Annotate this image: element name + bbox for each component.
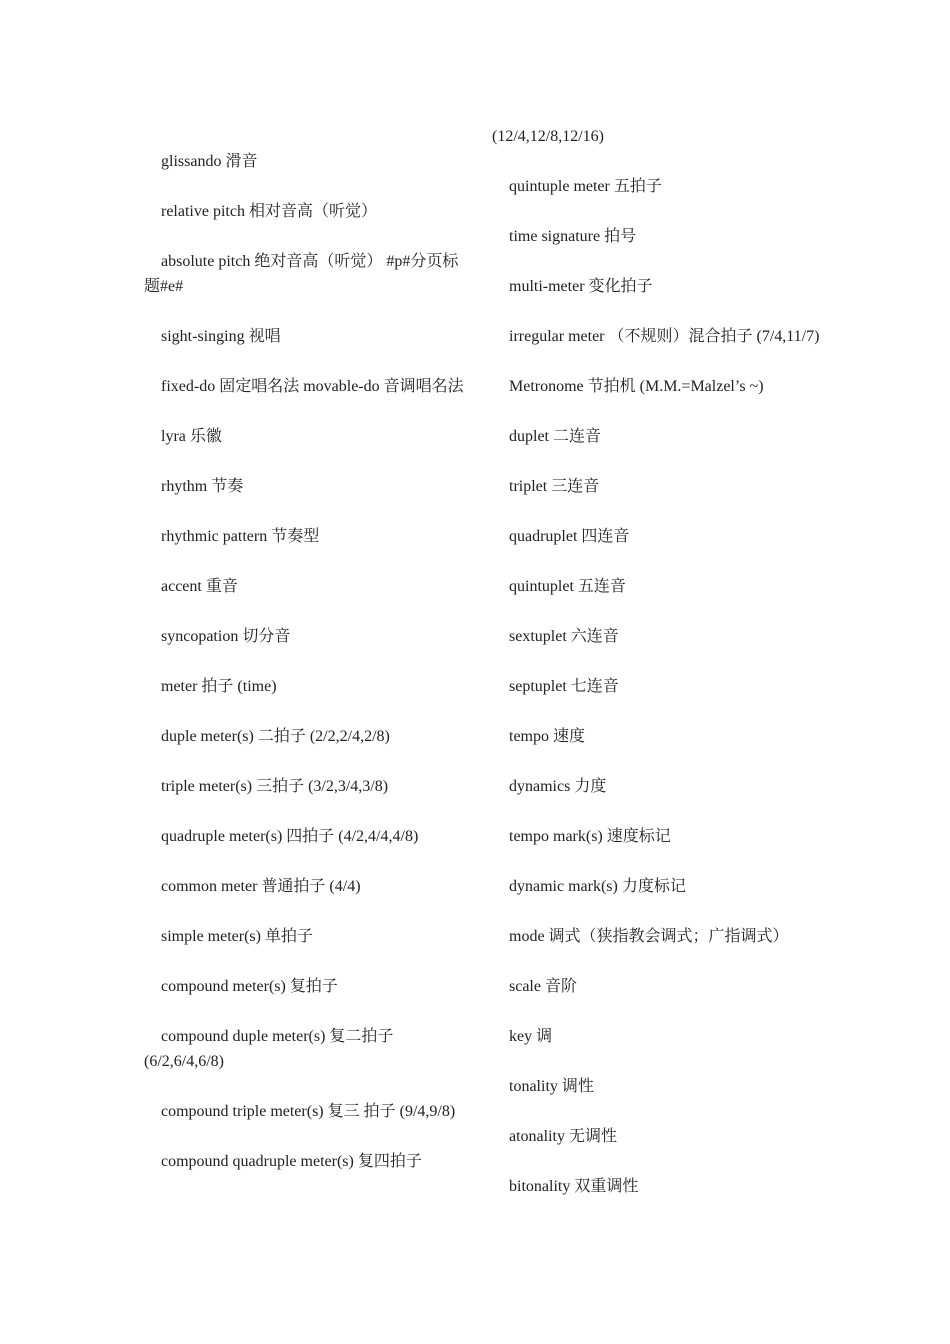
glossary-entry: tempo 速度	[509, 728, 585, 745]
glossary-entry: tempo mark(s) 速度标记	[509, 828, 671, 845]
glossary-entry: Metronome 节拍机 (M.M.=Malzel’s ~)	[509, 378, 764, 395]
glossary-entry: simple meter(s) 单拍子	[161, 928, 313, 945]
glossary-entry: absolute pitch 绝对音高（听觉） #p#分页标题#e#	[144, 253, 459, 295]
glossary-entry: tonality 调性	[509, 1078, 594, 1095]
glossary-entry: sextuplet 六连音	[509, 628, 619, 645]
glossary-entry: rhythm 节奏	[161, 478, 244, 495]
glossary-entry: sight-singing 视唱	[161, 328, 281, 345]
continued-text: (12/4,12/8,12/16)	[492, 128, 604, 145]
glossary-entry: quintuplet 五连音	[509, 578, 626, 595]
glossary-entry: compound quadruple meter(s) 复四拍子	[161, 1153, 422, 1170]
glossary-entry: quadruple meter(s) 四拍子 (4/2,4/4,4/8)	[161, 828, 419, 845]
glossary-entry: compound meter(s) 复拍子	[161, 978, 338, 995]
glossary-entry: meter 拍子 (time)	[161, 678, 277, 695]
right-column	[492, 124, 822, 1224]
glossary-entry: glissando 滑音	[161, 153, 258, 170]
glossary-entry: quadruplet 四连音	[509, 528, 630, 545]
glossary-entry: duple meter(s) 二拍子 (2/2,2/4,2/8)	[161, 728, 390, 745]
glossary-entry: atonality 无调性	[509, 1128, 617, 1145]
glossary-entry: syncopation 切分音	[161, 628, 291, 645]
glossary-entry: triple meter(s) 三拍子 (3/2,3/4,3/8)	[161, 778, 389, 795]
glossary-entry: lyra 乐徽	[161, 428, 222, 445]
left-column	[144, 149, 474, 1199]
glossary-entry: triplet 三连音	[509, 478, 600, 495]
glossary-entry: dynamics 力度	[509, 778, 607, 795]
glossary-entry: septuplet 七连音	[509, 678, 619, 695]
glossary-entry: duplet 二连音	[509, 428, 601, 445]
glossary-entry: scale 音阶	[509, 978, 577, 995]
glossary-entry: compound duple meter(s) 复二拍子 (6/2,6/4,6/8)	[144, 1028, 394, 1070]
glossary-entry: rhythmic pattern 节奏型	[161, 528, 320, 545]
glossary-entry: multi-meter 变化拍子	[509, 278, 653, 295]
glossary-entry: key 调	[509, 1028, 553, 1045]
glossary-entry: bitonality 双重调性	[509, 1178, 639, 1195]
glossary-entry: accent 重音	[161, 578, 238, 595]
glossary-entry: fixed-do 固定唱名法 movable-do 音调唱名法	[161, 378, 464, 395]
glossary-entry: irregular meter （不规则）混合拍子 (7/4,11/7)	[509, 328, 820, 345]
glossary-entry: compound triple meter(s) 复三 拍子 (9/4,9/8)	[161, 1103, 456, 1120]
glossary-entry: quintuple meter 五拍子	[509, 178, 662, 195]
glossary-entry: time signature 拍号	[509, 228, 637, 245]
glossary-entry: relative pitch 相对音高（听觉）	[161, 203, 377, 220]
glossary-entry: common meter 普通拍子 (4/4)	[161, 878, 361, 895]
glossary-entry: dynamic mark(s) 力度标记	[509, 878, 686, 895]
glossary-entry: mode 调式（狭指教会调式；广指调式）	[509, 928, 789, 945]
